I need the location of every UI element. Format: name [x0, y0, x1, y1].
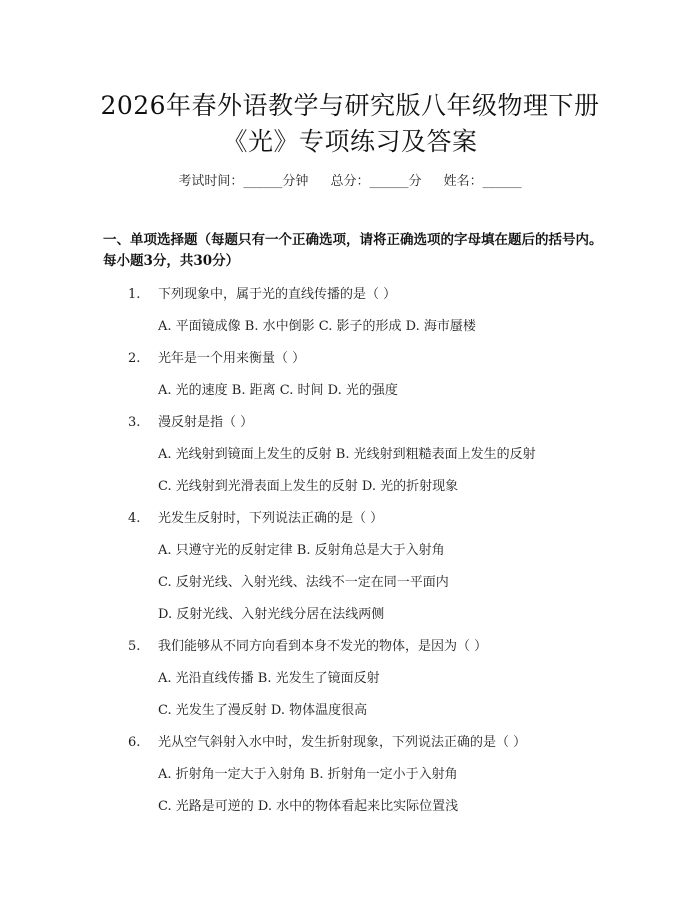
question-6-option-line-1: A. 折射角一定大于入射角 B. 折射角一定小于入射角	[158, 767, 458, 782]
question-2-options: A. 光的速度 B. 距离 C. 时间 D. 光的强度	[158, 383, 398, 398]
question-number: 1.	[128, 287, 141, 302]
question-4-option-line-1: A. 只遵守光的反射定律 B. 反射角总是大于入射角	[158, 543, 445, 558]
question-5-option-line-1: A. 光沿直线传播 B. 光发生了镜面反射	[158, 671, 380, 686]
section-heading: 一、单项选择题（每题只有一个正确选项，请将正确选项的字母填在题后的括号内。每小题3分，共30分）	[103, 232, 603, 269]
question-stem: 光年是一个用来衡量（ ）	[158, 351, 306, 366]
question-6	[128, 731, 526, 750]
question-3-option-line-2: C. 光线射到光滑表面上发生的反射 D. 光的折射现象	[158, 479, 459, 494]
question-5	[128, 635, 487, 654]
question-number: 5.	[128, 639, 141, 654]
question-stem: 漫反射是指（ ）	[158, 415, 254, 430]
total-score-field: 总分：______分	[330, 174, 422, 189]
exam-info	[0, 170, 700, 189]
question-stem: 光发生反射时，下列说法正确的是（ ）	[158, 511, 384, 526]
exam-time-field: 考试时间：______分钟	[178, 174, 309, 189]
question-number: 2.	[128, 351, 141, 366]
question-5-option-line-2: C. 光发生了漫反射 D. 物体温度很高	[158, 703, 368, 718]
question-number: 4.	[128, 511, 141, 526]
question-number: 3.	[128, 415, 141, 430]
question-2	[128, 347, 305, 366]
question-3-option-line-1: A. 光线射到镜面上发生的反射 B. 光线射到粗糙表面上发生的反射	[158, 447, 536, 462]
question-6-option-line-2: C. 光路是可逆的 D. 水中的物体看起来比实际位置浅	[158, 799, 459, 814]
question-1-options: A. 平面镜成像 B. 水中倒影 C. 影子的形成 D. 海市蜃楼	[158, 319, 476, 334]
question-4-option-line-3: D. 反射光线、入射光线分居在法线两侧	[158, 607, 385, 622]
question-stem: 下列现象中，属于光的直线传播的是（ ）	[158, 287, 397, 302]
question-stem: 我们能够从不同方向看到本身不发光的物体，是因为（ ）	[158, 639, 488, 654]
question-1	[128, 283, 396, 302]
question-stem: 光从空气斜射入水中时，发生折射现象，下列说法正确的是（ ）	[158, 735, 527, 750]
question-4	[128, 507, 383, 526]
question-number: 6.	[128, 735, 141, 750]
document-title-line1: 2026年春外语教学与研究版八年级物理下册	[100, 91, 600, 120]
question-3	[128, 411, 253, 430]
document-title-line2: 《光》专项练习及答案	[222, 127, 478, 156]
question-4-option-line-2: C. 反射光线、入射光线、法线不一定在同一平面内	[158, 575, 449, 590]
name-field: 姓名：______	[443, 174, 522, 189]
